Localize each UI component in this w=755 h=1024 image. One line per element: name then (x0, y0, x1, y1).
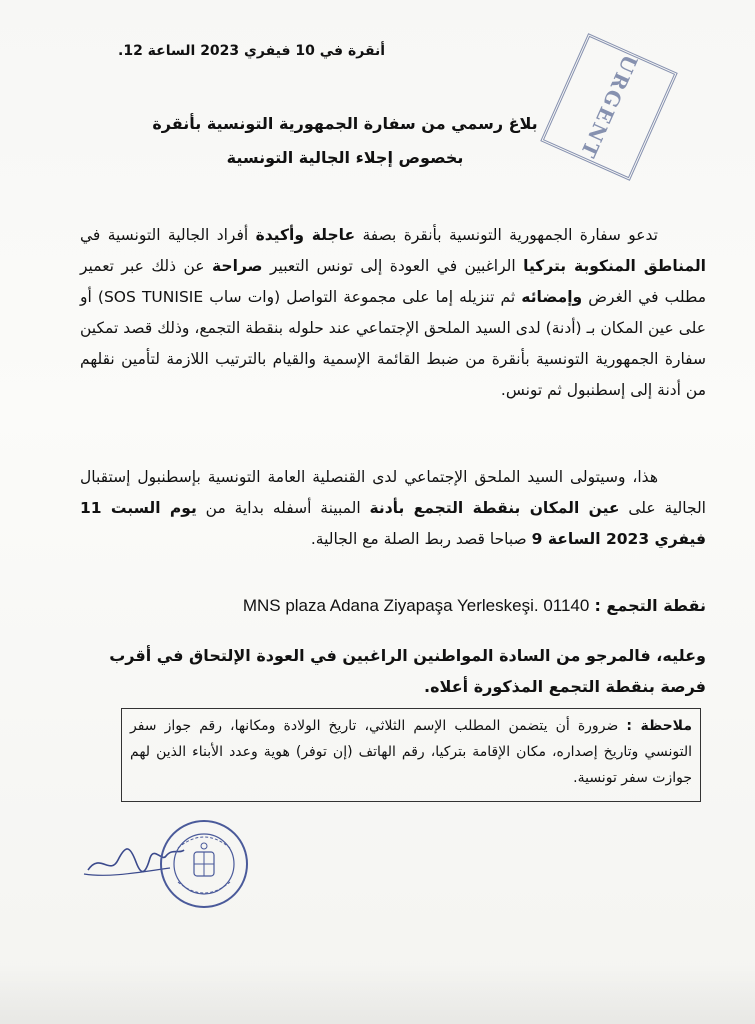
p1-text-5: ثم تنزيله إما على مجموعة التواصل (وات ساب SOS TUNISIE) أو على عين المكان بـ (أدنة) لدى السيد الملحق الإجتماعي عند حلوله بنقطة التجمع، وذلك قصد تمكين سفارة الجمهورية التونسية بأنقرة من ضبط القائمة الإسمية والقيام بالترتيب اللازمة لتأمين نقلهم من أدنة إلى إسطنبول ثم تونس. (80, 288, 706, 399)
urgent-stamp (540, 33, 678, 181)
date-line: أنقرة في 10 فيفري 2023 الساعة 12. (118, 43, 386, 59)
urgent-stamp-label: URGENT (575, 51, 643, 163)
paragraph-invitation (80, 220, 706, 406)
p2-bold-2: يوم السبت 11 فيفري 2023 الساعة 9 (80, 499, 706, 548)
p1-text-2: أفراد الجالية التونسية في (80, 226, 256, 244)
p1-bold-1: عاجلة وأكيدة (255, 226, 356, 244)
p1-bold-2: المناطق المنكوبة بتركيا (523, 257, 706, 275)
p2-text-1: هذا، وسيتولى السيد الملحق الإجتماعي لدى القنصلية العامة التونسية بإسطنبول إستقبال الجالية على (80, 468, 706, 517)
p2-text-2: المبينة أسفله بداية من (196, 499, 370, 517)
note-box (121, 708, 701, 802)
p1-bold-4: وإمضائه (521, 288, 583, 306)
paragraph-reception (80, 462, 706, 555)
gathering-point (70, 596, 706, 616)
note-label: ملاحظة : (626, 718, 692, 734)
gathering-point-address: MNS plaza Adana Ziyapaşa Yerleskeşi. 01140 (242, 596, 590, 615)
p2-text-3: صباحا قصد ربط الصلة مع الجالية. (310, 530, 532, 548)
p1-bold-3: صراحة (212, 257, 263, 275)
document-title: بلاغ رسمي من سفارة الجمهورية التونسية بأنقرة (152, 114, 538, 133)
page-shadow (0, 964, 755, 1024)
note-text: ضرورة أن يتضمن المطلب الإسم الثلاثي، تاريخ الولادة ومكانها، رقم جواز سفر التونسي وتاريخ إصداره، مكان الإقامة بتركيا، رقم الهاتف (إن توفر) هوية وعدد الأبناء الذين لهم جوازت سفر تونسية. (130, 718, 692, 786)
gathering-point-label: نقطة التجمع : (594, 596, 706, 615)
p2-bold-1: عين المكان بنقطة التجمع بأدنة (369, 499, 620, 517)
p1-text-1: تدعو سفارة الجمهورية التونسية بأنقرة بصفة (355, 226, 658, 244)
document-subject: بخصوص إجلاء الجالية التونسية (226, 148, 464, 167)
embassy-seal (158, 818, 250, 910)
paragraph-request: وعليه، فالمرجو من السادة المواطنين الراغبين في العودة الإلتحاق في أقرب فرصة بنقطة التجمع المذكورة أعلاه. (109, 646, 706, 696)
p1-text-3: الراغبين في العودة إلى تونس التعبير (262, 257, 524, 275)
p1-text-4: عن ذلك عبر تعمير مطلب في الغرض (80, 257, 707, 306)
